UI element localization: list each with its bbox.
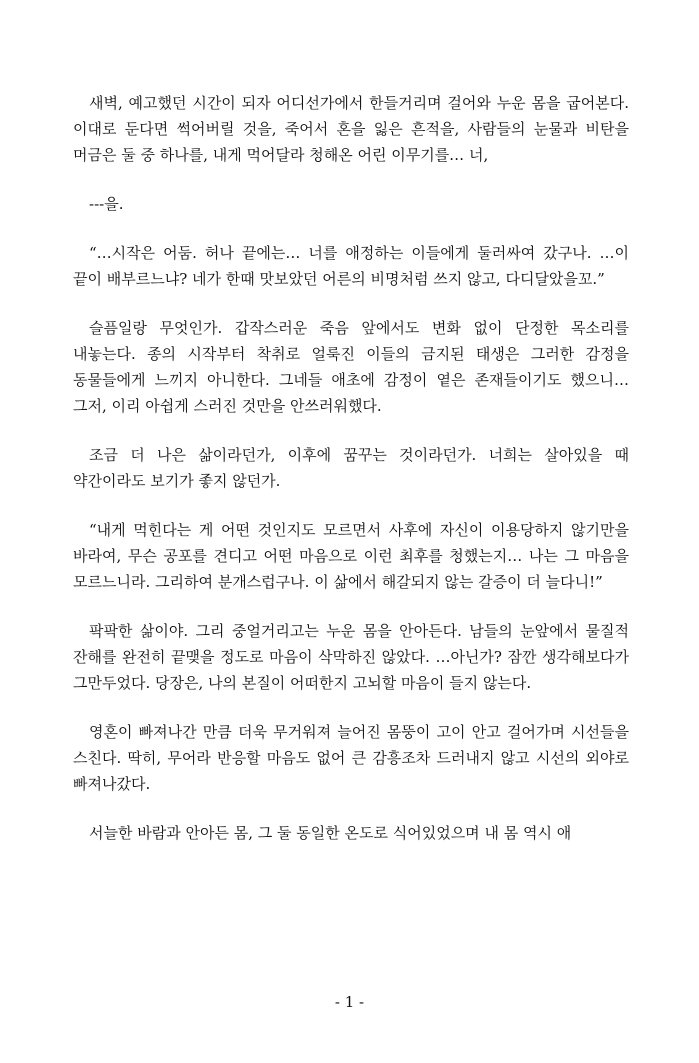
- paragraph-4: 슬픔일랑 무엇인가. 갑작스러운 죽음 앞에서도 변화 없이 단정한 목소리를 내놓는다. 종의 시작부터 착취로 얼룩진 이들의 금지된 태생은 그러한 감정을 동물들에게 느끼지 아니한다. 그네들 애초에 감정이 옅은 존재들이기도 했으니… 그저, 이리 아쉽게 스러진 것만을 안쓰러워했다.: [73, 319, 629, 415]
- paragraph-3: “…시작은 어둠. 허나 끝에는… 너를 애정하는 이들에게 둘러싸여 갔구나. …이 끝이 배부르느냐? 네가 한때 맛보았던 어른의 비명처럼 쓰지 않고, 다디달았을꼬.”: [73, 244, 629, 288]
- paragraph-9: 서늘한 바람과 안아든 몸, 그 둘 동일한 온도로 식어있었으며 내 몸 역시 애: [89, 824, 572, 842]
- page-number: - 1 -: [334, 993, 365, 1011]
- document-page: [73, 90, 629, 869]
- paragraph-1: 새벽, 예고했던 시간이 되자 어디선가에서 한들거리며 걸어와 누운 몸을 굽어본다. 이대로 둔다면 썩어버릴 것을, 죽어서 혼을 잃은 흔적을, 사람들의 눈물과 비탄을 머금은 둘 중 하나를, 내게 먹어달라 청해온 어린 이무기를… 너,: [73, 94, 629, 164]
- paragraph-7: 팍팍한 삶이야. 그리 중얼거리고는 누운 몸을 안아든다. 남들의 눈앞에서 물질적 잔해를 완전히 끝맺을 정도로 마음이 삭막하진 않았다. …아닌가? 잠깐 생각해보다가 그만두었다. 당장은, 나의 본질이 어떠한지 고뇌할 마음이 들지 않는다.: [73, 622, 629, 692]
- paragraph-6: “내게 먹힌다는 게 어떤 것인지도 모르면서 사후에 자신이 이용당하지 않기만을 바라여, 무슨 공포를 견디고 어떤 마음으로 이런 최후를 청했는지… 나는 그 마음을 모르느니라. 그리하여 분개스럽구나. 이 삶에서 해갈되지 않는 갈증이 더 늘다니!”: [73, 521, 629, 591]
- paragraph-8: 영혼이 빠져나간 만큼 더욱 무거워져 늘어진 몸뚱이 고이 안고 걸어가며 시선들을 스친다. 딱히, 무어라 반응할 마음도 없어 큰 감흥조차 드러내지 않고 시선의 외야로 빠져나갔다.: [73, 723, 629, 793]
- paragraph-5: 조금 더 나은 삶이라던가, 이후에 꿈꾸는 것이라던가. 너희는 살아있을 때 약간이라도 보기가 좋지 않던가.: [73, 446, 629, 490]
- paragraph-2: ---을.: [89, 195, 124, 213]
